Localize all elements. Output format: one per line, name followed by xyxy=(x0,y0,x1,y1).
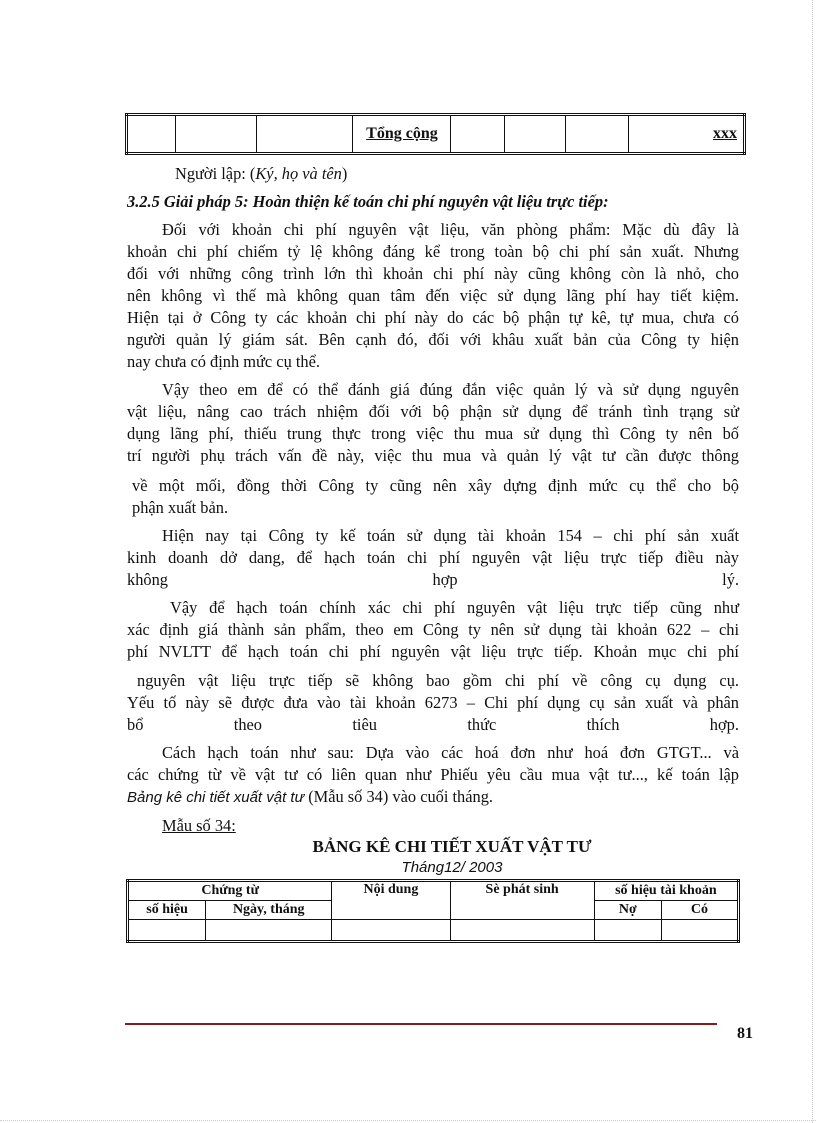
header-chung-tu: Chứng từ xyxy=(128,881,332,901)
header-so-hieu: số hiệu xyxy=(128,901,206,920)
page-edge-bottom xyxy=(0,1120,816,1121)
table-cell xyxy=(505,115,565,154)
text-line: xác định giá thành sản phẩm, theo em Công ty nên sử dụng tài khoản 622 – chi xyxy=(127,620,739,639)
text-word: thức xyxy=(467,715,497,734)
header-co: Có xyxy=(661,901,738,920)
table-cell xyxy=(451,115,505,154)
text-line: dụng lãng phí, thiếu trung thực trong việc thu mua sử dụng thì Công ty nên bố xyxy=(127,424,739,443)
text-line: người quản lý giám sát. Bên cạnh đó, đối với khâu xuất bản của Công ty hiện xyxy=(127,330,739,349)
footer-rule xyxy=(125,1023,717,1025)
material-issue-table xyxy=(126,879,740,943)
total-label: Tổng cộng xyxy=(353,115,451,154)
text-line: nguyên vật liệu trực tiếp sẽ không bao gồm chi phí về công cụ dụng cụ. xyxy=(137,671,739,690)
text-fragment: (Mẫu số 34) vào cuối tháng. xyxy=(304,787,494,806)
page-edge-right xyxy=(812,0,813,1123)
header-noi-dung: Nội dung xyxy=(332,881,450,920)
table-cell xyxy=(128,920,206,942)
preparer-suffix: ) xyxy=(341,164,348,183)
table-cell xyxy=(127,115,176,154)
text-line: Hiện nay tại Công ty kế toán sử dụng tài khoản 154 – chi phí sản xuất xyxy=(162,526,739,545)
header-no: Nợ xyxy=(594,901,661,920)
table-cell xyxy=(594,920,661,942)
section-heading: 3.2.5 Giải pháp 5: Hoàn thiện kế toán chi phí nguyên vật liệu trực tiếp: xyxy=(127,192,609,211)
form-name-italic: Bảng kê chi tiết xuất vật tư xyxy=(127,789,305,806)
text-line: trí người phụ trách vấn đề này, việc thu mua và quản lý vật tư cần được thông xyxy=(127,446,739,465)
table-cell xyxy=(332,920,450,942)
text-word: hợp xyxy=(432,570,458,589)
text-line: khoản chi phí chiếm tỷ lệ không đáng kể trong toàn bộ chi phí sản xuất. Nhưng xyxy=(127,242,739,261)
sample-label: Mẫu số 34: xyxy=(162,816,236,835)
text-line: nay chưa có định mức cụ thể. xyxy=(127,352,320,371)
text-word: tiêu xyxy=(352,715,377,734)
text-line: Cách hạch toán như sau: Dựa vào các hoá đơn như hoá đơn GTGT... và xyxy=(162,743,739,762)
table-cell xyxy=(175,115,256,154)
text-word: không xyxy=(127,570,168,589)
text-line: Vậy để hạch toán chính xác chi phí nguyên vật liệu trực tiếp cũng như xyxy=(170,598,739,617)
text-line: nên không vì thế mà không quan tâm đến việc sử dụng lãng phí hay tiết kiệm. xyxy=(127,286,739,305)
text-line: Yếu tố này sẽ được đưa vào tài khoản 6273 – Chi phí dụng cụ sản xuất và phân xyxy=(127,693,739,712)
text-line: Hiện tại ở Công ty các khoản chi phí này do các bộ phận tự kê, tự mua, chưa có xyxy=(127,308,739,327)
justified-line xyxy=(127,714,739,736)
table-cell xyxy=(256,115,353,154)
page-number: 81 xyxy=(737,1025,753,1042)
form-subtitle: Tháng12/ 2003 xyxy=(401,859,503,876)
text-line: kinh doanh dở dang, để hạch toán chi phí nguyên vật liệu trực tiếp điều này xyxy=(127,548,739,567)
text-line: Vậy theo em để có thể đánh giá đúng đắn việc quản lý và sử dụng nguyên xyxy=(162,380,739,399)
total-value: xxx xyxy=(628,115,744,154)
text-word: theo xyxy=(233,715,262,734)
text-word: thích xyxy=(586,715,620,734)
justified-line xyxy=(127,569,739,591)
text-word: lý. xyxy=(722,570,739,589)
preparer-line xyxy=(175,163,787,185)
text-line: phận xuất bản. xyxy=(132,498,229,517)
table-row xyxy=(128,920,739,942)
text-line: vật liệu, nâng cao trách nhiệm đối với bộ phận sử dụng để tránh tình trạng sử xyxy=(127,402,739,421)
header-so-phat-sinh: Sè phát sinh xyxy=(450,881,594,920)
header-so-hieu-tk: số hiệu tài khoản xyxy=(594,881,738,901)
text-line: Đối với khoản chi phí nguyên vật liệu, văn phòng phẩm: Mặc dù đây là xyxy=(162,220,739,239)
preparer-italic: Ký, họ và tên xyxy=(255,164,342,183)
preparer-prefix: Người lập: ( xyxy=(175,164,256,183)
header-ngay-thang: Ngày, tháng xyxy=(206,901,332,920)
table-cell xyxy=(206,920,332,942)
text-word: bổ xyxy=(127,715,144,734)
text-word: hợp. xyxy=(709,715,739,734)
table-cell xyxy=(450,920,594,942)
text-line: về một mối, đồng thời Công ty cũng nên xây dựng định mức cụ thể cho bộ xyxy=(132,476,739,495)
text-line: các chứng từ về vật tư có liên quan như Phiếu yêu cầu mua vật tư..., kế toán lập xyxy=(127,765,739,784)
table-cell xyxy=(661,920,738,942)
text-line: phí NVLTT để hạch toán chi phí nguyên vật liệu trực tiếp. Khoản mục chi phí xyxy=(127,642,739,661)
text-line: đối với những công trình lớn thì khoản chi phí này cũng không còn là nhỏ, cho xyxy=(127,264,739,283)
text-line xyxy=(127,786,739,809)
total-table xyxy=(125,113,746,155)
form-title: BẢNG KÊ CHI TIẾT XUẤT VẬT TƯ xyxy=(312,837,592,856)
table-cell xyxy=(565,115,628,154)
